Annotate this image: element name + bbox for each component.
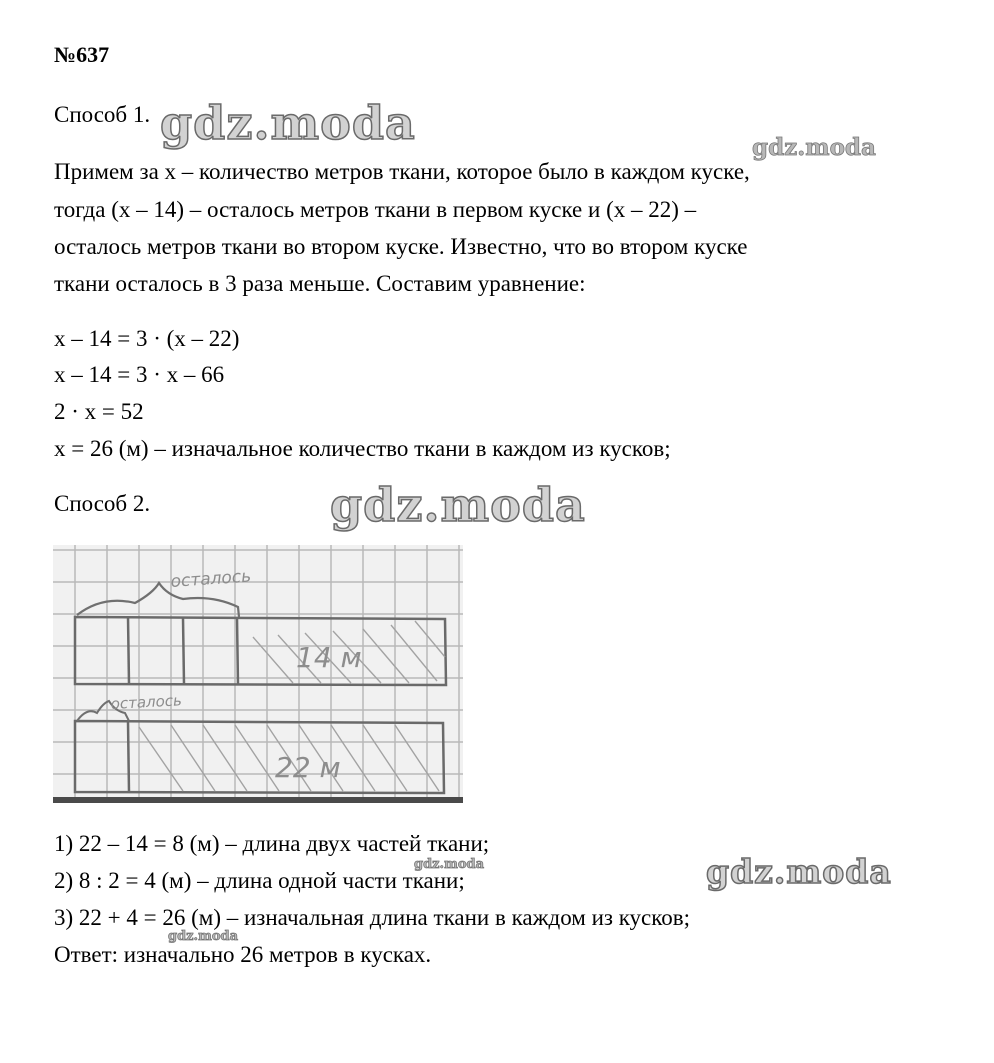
graph-paper-sketch [53,545,463,803]
equation-line: 2 · x = 52 [54,399,144,424]
watermark-logo: gdz.moda [414,857,485,872]
watermark-logo: gdz.moda [752,134,876,161]
sketch-bottom-edge [53,797,463,803]
answer-line: Ответ: изначально 26 метров в кусках. [54,942,432,967]
solution-step: 1) 22 – 14 = 8 (м) – длина двух частей ткани; [54,831,490,856]
problem-number: №637 [54,42,110,67]
label-14m: 14 м [296,641,362,674]
watermark-logo: gdz.moda [160,96,416,150]
solution-step: 2) 8 : 2 = 4 (м) – длина одной части ткани; [54,868,465,893]
watermark-logo: gdz.moda [168,929,239,944]
equation-line: x = 26 (м) – изначальное количество ткани в каждом из кусков; [54,436,671,461]
method1-paragraph-line: осталось метров ткани во втором куске. Известно, что во втором куске [54,234,748,259]
watermark-logo: gdz.moda [330,478,586,532]
top-remaining-label: осталось [169,566,252,592]
watermark-logo: gdz.moda [706,852,892,891]
equation-line: x – 14 = 3 · x – 66 [54,362,225,387]
method1-paragraph-line: тогда (x – 14) – осталось метров ткани в первом куске и (x – 22) – [54,197,697,222]
method1-paragraph-line: Примем за x – количество метров ткани, которое было в каждом куске, [54,159,750,184]
label-22m: 22 м [275,751,341,784]
method1-paragraph-line: ткани осталось в 3 раза меньше. Составим уравнение: [54,271,586,296]
equation-line: x – 14 = 3 · (x – 22) [54,326,240,351]
solution-step: 3) 22 + 4 = 26 (м) – изначальная длина ткани в каждом из кусков; [54,905,691,930]
method1-heading: Способ 1. [54,102,151,127]
bottom-remaining-label: осталось [110,691,183,713]
method2-heading: Способ 2. [54,491,151,516]
